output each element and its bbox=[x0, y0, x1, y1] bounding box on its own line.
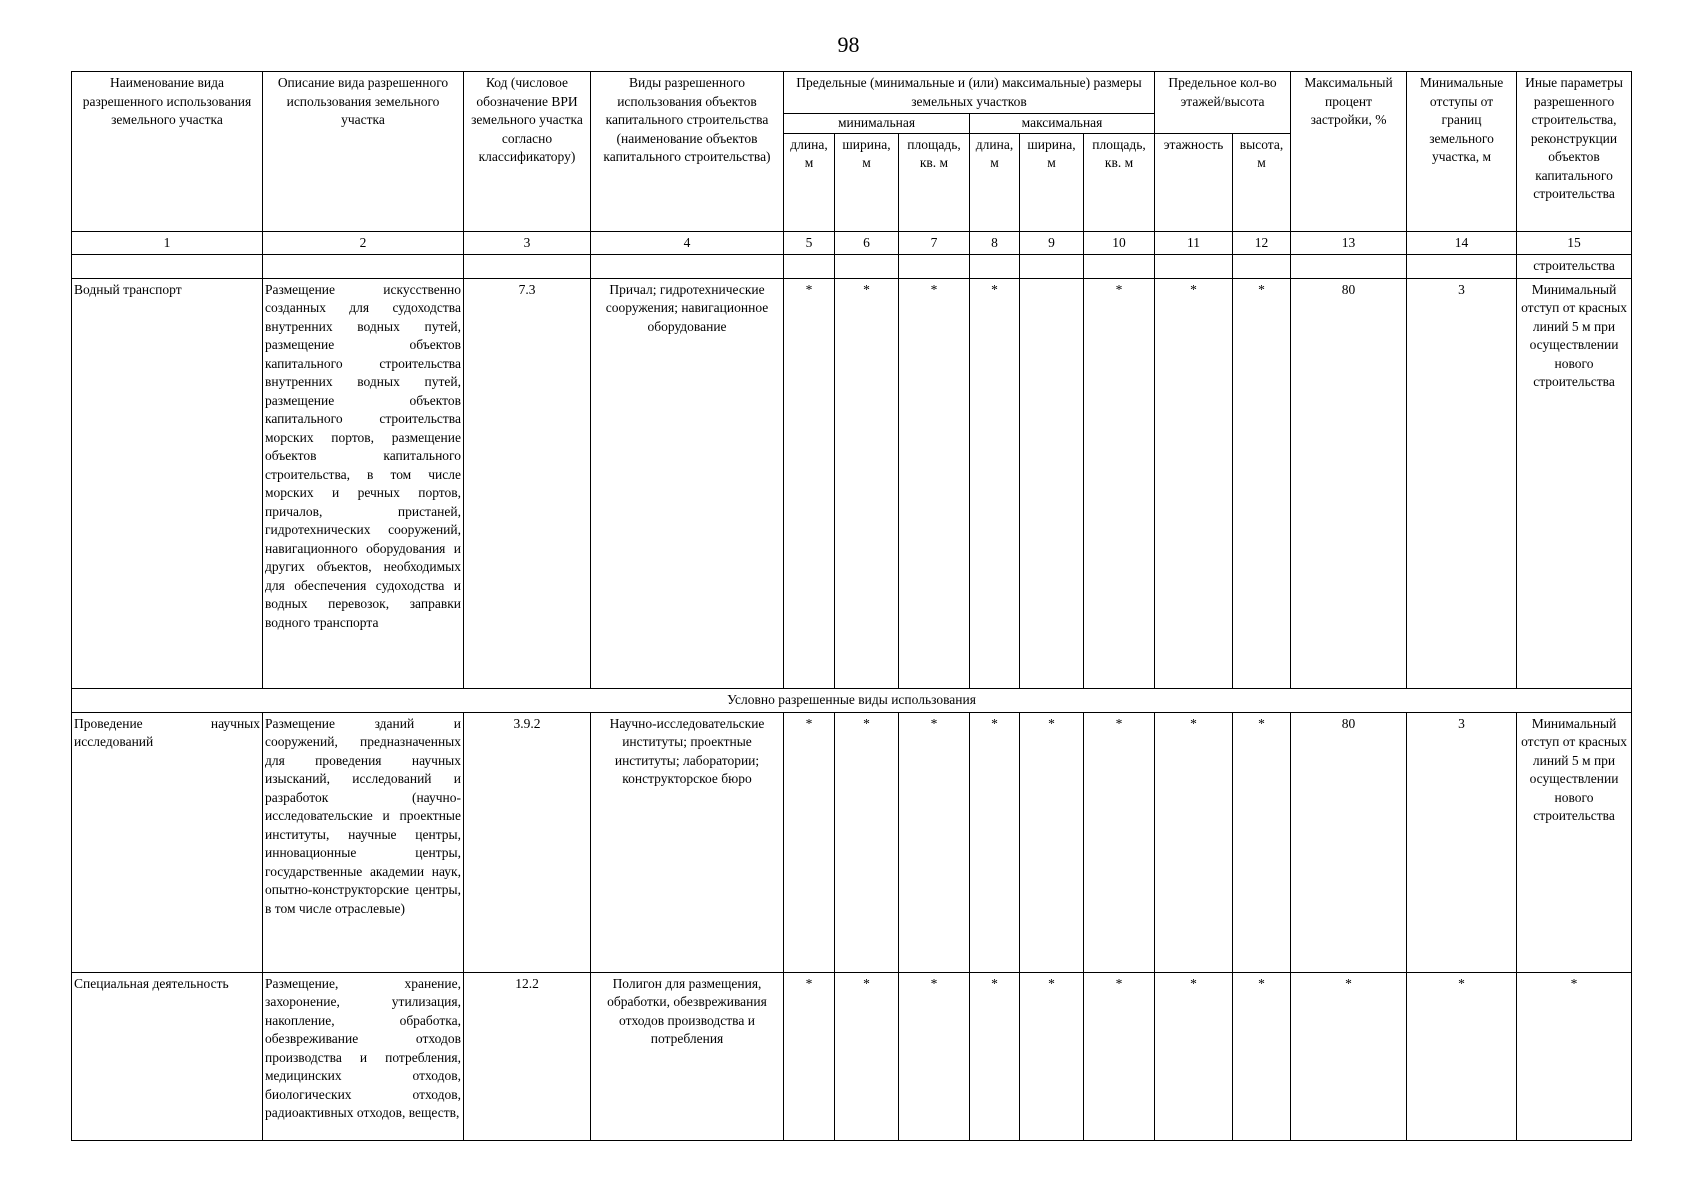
column-number: 8 bbox=[970, 231, 1020, 255]
row-min-area: * bbox=[899, 712, 970, 972]
row-code: 7.3 bbox=[464, 278, 591, 688]
row-min-offset: 3 bbox=[1407, 278, 1517, 688]
header-floors: этажность bbox=[1155, 133, 1233, 231]
row-floors: * bbox=[1155, 712, 1233, 972]
row-min-length: * bbox=[784, 712, 835, 972]
header-code: Код (числовое обозначение ВРИ земельного участка согласно классификатору) bbox=[464, 72, 591, 232]
table-row bbox=[72, 278, 1632, 688]
row-height: * bbox=[1233, 972, 1291, 1140]
header-max-width: ширина, м bbox=[1020, 133, 1084, 231]
section-row bbox=[72, 688, 1632, 712]
row-other: * bbox=[1517, 972, 1632, 1140]
header-max-length: длина, м bbox=[970, 133, 1020, 231]
row-name: Проведение научных исследований bbox=[72, 712, 263, 972]
row-code: 12.2 bbox=[464, 972, 591, 1140]
page-number: 98 bbox=[837, 32, 860, 57]
row-min-offset: 3 bbox=[1407, 712, 1517, 972]
column-number: 9 bbox=[1020, 231, 1084, 255]
land-use-table bbox=[71, 71, 1632, 1141]
column-number: 3 bbox=[464, 231, 591, 255]
row-description: Размещение, хранение, захоронение, утилизация, накопление, обработка, обезвреживание отходов производства и потребления, медицинских отходов, биологических отходов, радиоактивных отходов, веществ, bbox=[263, 972, 464, 1140]
row-floors: * bbox=[1155, 972, 1233, 1140]
column-number: 4 bbox=[591, 231, 784, 255]
row-max-length: * bbox=[970, 712, 1020, 972]
column-number: 10 bbox=[1084, 231, 1155, 255]
spacer-text: строительства bbox=[1517, 255, 1632, 279]
table-row bbox=[72, 972, 1632, 1140]
header-name: Наименование вида разрешенного использования земельного участка bbox=[72, 72, 263, 232]
column-number: 7 bbox=[899, 231, 970, 255]
column-number: 5 bbox=[784, 231, 835, 255]
row-name: Специальная деятельность bbox=[72, 972, 263, 1140]
header-min-width: ширина, м bbox=[835, 133, 899, 231]
row-max-area: * bbox=[1084, 972, 1155, 1140]
row-description: Размещение искусственно созданных для судоходства внутренних водных путей, размещение объектов капитального строительства внутренних водных путей, размещение объектов капитального строительства морских портов, размещение объектов капитального строительства, в том числе морских и речных портов, причалов, пристаней, гидротехнических сооружений, навигационного оборудования и других объектов, необходимых для обеспечения судоходства и водных перевозок, заправки водного транспорта bbox=[263, 278, 464, 688]
row-max-percent: 80 bbox=[1291, 712, 1407, 972]
row-other: Минимальный отступ от красных линий 5 м при осуществлении нового строительства bbox=[1517, 278, 1632, 688]
row-min-length: * bbox=[784, 972, 835, 1140]
header-other: Иные параметры разрешенного строительства, реконструкции объектов капитального строительства bbox=[1517, 72, 1632, 232]
row-min-width: * bbox=[835, 972, 899, 1140]
header-sizes: Предельные (минимальные и (или) максимальные) размеры земельных участков bbox=[784, 72, 1155, 114]
row-code: 3.9.2 bbox=[464, 712, 591, 972]
row-floors: * bbox=[1155, 278, 1233, 688]
header-max-percent: Максимальный процент застройки, % bbox=[1291, 72, 1407, 232]
row-kinds: Причал; гидротехнические сооружения; навигационное оборудование bbox=[591, 278, 784, 688]
row-max-width bbox=[1020, 278, 1084, 688]
row-min-area: * bbox=[899, 972, 970, 1140]
row-max-area: * bbox=[1084, 278, 1155, 688]
column-number: 13 bbox=[1291, 231, 1407, 255]
column-number: 2 bbox=[263, 231, 464, 255]
table-row bbox=[72, 712, 1632, 972]
row-kinds: Полигон для размещения, обработки, обезвреживания отходов производства и потребления bbox=[591, 972, 784, 1140]
header-min: минимальная bbox=[784, 114, 970, 134]
header-description: Описание вида разрешенного использования земельного участка bbox=[263, 72, 464, 232]
section-title: Условно разрешенные виды использования bbox=[72, 688, 1632, 712]
header-row bbox=[72, 72, 1632, 114]
row-kinds: Научно-исследовательские институты; проектные институты; лаборатории; конструкторское бюро bbox=[591, 712, 784, 972]
header-floors-height: Предельное кол-во этажей/высота bbox=[1155, 72, 1291, 134]
row-min-width: * bbox=[835, 278, 899, 688]
column-number-row bbox=[72, 231, 1632, 255]
row-max-width: * bbox=[1020, 712, 1084, 972]
row-height: * bbox=[1233, 278, 1291, 688]
row-min-length: * bbox=[784, 278, 835, 688]
column-number: 14 bbox=[1407, 231, 1517, 255]
row-max-length: * bbox=[970, 278, 1020, 688]
row-min-area: * bbox=[899, 278, 970, 688]
row-min-offset: * bbox=[1407, 972, 1517, 1140]
row-max-length: * bbox=[970, 972, 1020, 1140]
row-max-area: * bbox=[1084, 712, 1155, 972]
row-min-width: * bbox=[835, 712, 899, 972]
row-max-width: * bbox=[1020, 972, 1084, 1140]
header-max-area: площадь, кв. м bbox=[1084, 133, 1155, 231]
column-number: 6 bbox=[835, 231, 899, 255]
column-number: 15 bbox=[1517, 231, 1632, 255]
header-min-area: площадь, кв. м bbox=[899, 133, 970, 231]
row-height: * bbox=[1233, 712, 1291, 972]
column-number: 12 bbox=[1233, 231, 1291, 255]
row-description: Размещение зданий и сооружений, предназначенных для проведения научных изысканий, исследований и разработок (научно-исследовательские и проектные институты, научные центры, инновационные центры, государственные академии наук, опытно-конструкторские центры, в том числе отраслевые) bbox=[263, 712, 464, 972]
row-max-percent: 80 bbox=[1291, 278, 1407, 688]
column-number: 11 bbox=[1155, 231, 1233, 255]
header-height: высота, м bbox=[1233, 133, 1291, 231]
row-max-percent: * bbox=[1291, 972, 1407, 1140]
header-kinds: Виды разрешенного использования объектов капитального строительства (наименование объектов капитального строительства) bbox=[591, 72, 784, 232]
row-name: Водный транспорт bbox=[72, 278, 263, 688]
spacer-row bbox=[72, 255, 1632, 279]
row-other: Минимальный отступ от красных линий 5 м при осуществлении нового строительства bbox=[1517, 712, 1632, 972]
column-number: 1 bbox=[72, 231, 263, 255]
header-max: максимальная bbox=[970, 114, 1155, 134]
header-min-length: длина, м bbox=[784, 133, 835, 231]
header-min-offsets: Минимальные отступы от границ земельного участка, м bbox=[1407, 72, 1517, 232]
